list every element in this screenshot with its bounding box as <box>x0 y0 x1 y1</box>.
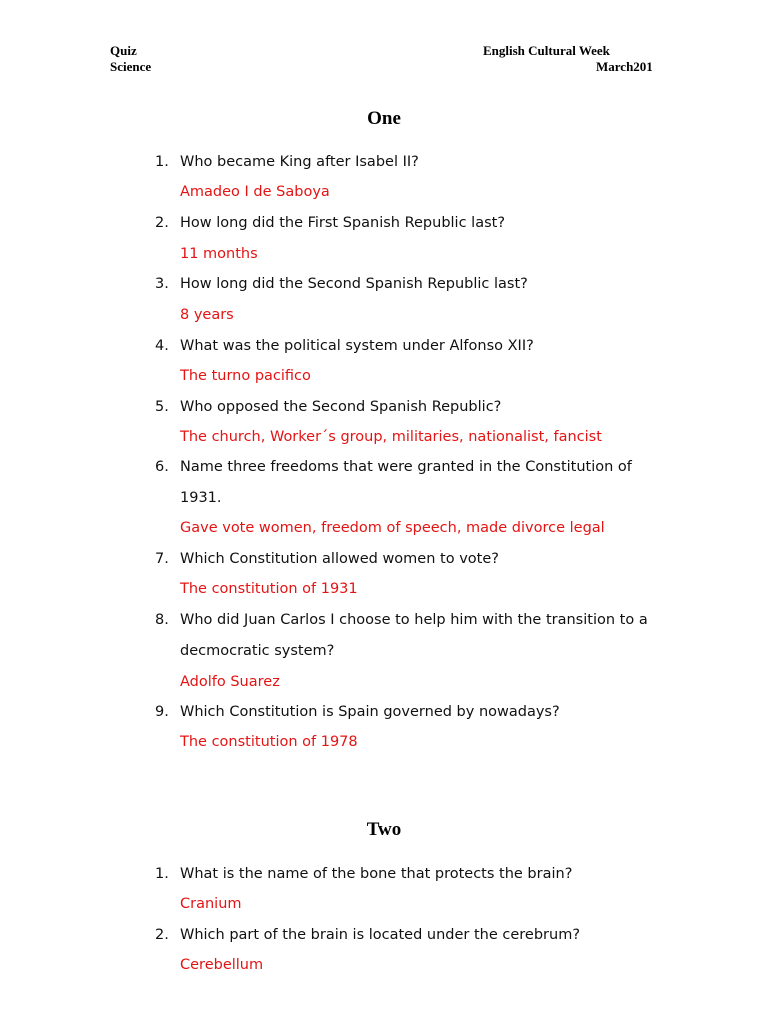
question-number: 2. <box>155 215 169 231</box>
answer-text: Gave vote women, freedom of speech, made divorce legal <box>180 520 605 536</box>
question-text-continued: 1931. <box>180 490 222 506</box>
answer-text: The constitution of 1931 <box>180 581 358 597</box>
question-number: 3. <box>155 276 169 292</box>
section-title: One <box>367 108 401 129</box>
header-left-line2: Science <box>110 59 152 74</box>
question-number: 1. <box>155 154 169 170</box>
answer-text: The constitution of 1978 <box>180 734 358 750</box>
question-text: Who became King after Isabel II? <box>180 154 419 170</box>
question-text: Which part of the brain is located under the cerebrum? <box>180 927 581 943</box>
question-text-continued: decmocratic system? <box>180 643 335 659</box>
question-text: Which Constitution allowed women to vote? <box>180 551 499 567</box>
question-text: Who did Juan Carlos I choose to help him with the transition to a <box>180 612 648 628</box>
question-number: 4. <box>155 338 169 354</box>
answer-text: Amadeo I de Saboya <box>180 184 330 200</box>
answer-text: The church, Worker´s group, militaries, nationalist, fancist <box>180 429 602 445</box>
answer-text: Cranium <box>180 896 242 912</box>
header-right-line2: March201 <box>596 59 653 74</box>
question-number: 6. <box>155 459 169 475</box>
answer-text: 11 months <box>180 246 258 262</box>
question-number: 1. <box>155 866 169 882</box>
question-text: How long did the Second Spanish Republic last? <box>180 276 528 292</box>
header-right-line1: English Cultural Week <box>483 43 610 58</box>
question-text: What is the name of the bone that protects the brain? <box>180 866 573 882</box>
question-text: How long did the First Spanish Republic last? <box>180 215 506 231</box>
question-text: What was the political system under Alfonso XII? <box>180 338 534 354</box>
question-number: 7. <box>155 551 169 567</box>
question-number: 8. <box>155 612 169 628</box>
question-text: Which Constitution is Spain governed by nowadays? <box>180 704 560 720</box>
header-left-line1: Quiz <box>110 43 137 58</box>
question-number: 5. <box>155 399 169 415</box>
answer-text: Cerebellum <box>180 957 264 973</box>
section-title: Two <box>366 819 402 840</box>
question-text: Who opposed the Second Spanish Republic? <box>180 399 502 415</box>
question-number: 9. <box>155 704 169 720</box>
answer-text: The turno pacifico <box>180 368 311 384</box>
answer-text: Adolfo Suarez <box>180 674 280 690</box>
question-number: 2. <box>155 927 169 943</box>
answer-text: 8 years <box>180 307 234 323</box>
question-text: Name three freedoms that were granted in the Constitution of <box>180 459 632 475</box>
